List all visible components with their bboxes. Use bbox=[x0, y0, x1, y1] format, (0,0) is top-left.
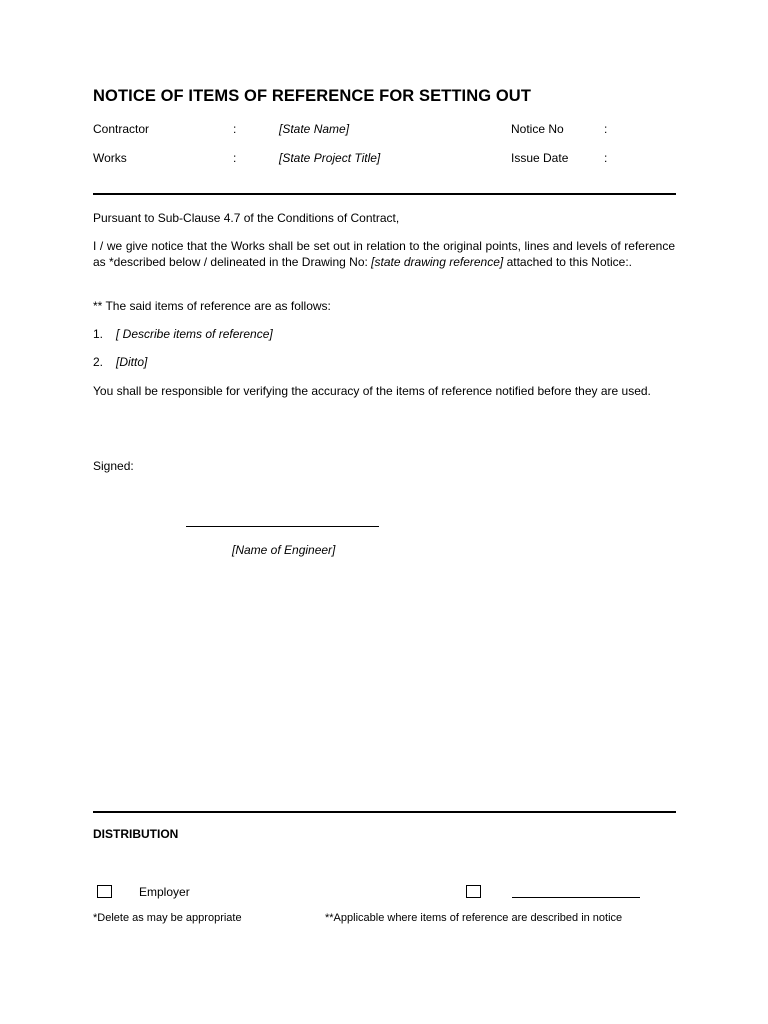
list-item bbox=[93, 326, 675, 342]
distribution-title: DISTRIBUTION bbox=[93, 827, 179, 841]
applicable-footnote: **Applicable where items of reference are described in notice bbox=[325, 912, 623, 924]
contractor-value: [State Name] bbox=[279, 122, 350, 136]
employer-label: Employer bbox=[139, 885, 190, 899]
notice-no-label: Notice No bbox=[511, 122, 564, 136]
responsibility-paragraph: You shall be responsible for verifying the accuracy of the items of reference notified before they are used. bbox=[93, 384, 651, 398]
contractor-colon: : bbox=[233, 122, 237, 136]
works-value: [State Project Title] bbox=[279, 151, 381, 165]
contractor-label: Contractor bbox=[93, 122, 150, 136]
issue-date-label: Issue Date bbox=[511, 151, 569, 165]
items-intro: ** The said items of reference are as follows: bbox=[93, 299, 331, 313]
issue-date-colon: : bbox=[604, 151, 608, 165]
works-colon: : bbox=[233, 151, 237, 165]
delete-footnote: *Delete as may be appropriate bbox=[93, 912, 242, 924]
other-recipient-checkbox[interactable] bbox=[466, 885, 481, 898]
pursuant-paragraph: Pursuant to Sub-Clause 4.7 of the Conditions of Contract, bbox=[93, 211, 400, 225]
engineer-name: [Name of Engineer] bbox=[232, 543, 336, 557]
notice-text-part1: I / we give notice that the Works shall be set out in relation to the original points, lines and levels of reference as *described below / delineated in the Drawing No: bbox=[93, 239, 675, 269]
list-item-number: 2. bbox=[93, 355, 104, 369]
employer-checkbox[interactable] bbox=[97, 885, 112, 898]
notice-paragraph bbox=[93, 238, 675, 270]
list-item-text: [ Describe items of reference] bbox=[116, 327, 273, 341]
notice-text-part2: attached to this Notice:. bbox=[503, 255, 632, 269]
distribution-divider bbox=[93, 811, 676, 813]
other-recipient-blank bbox=[512, 886, 640, 898]
list-item-text: [Ditto] bbox=[116, 355, 148, 369]
header-divider bbox=[93, 193, 676, 195]
signature-line bbox=[186, 516, 379, 527]
drawing-reference: [state drawing reference] bbox=[371, 255, 504, 269]
works-label: Works bbox=[93, 151, 127, 165]
list-item bbox=[93, 354, 675, 370]
signed-label: Signed: bbox=[93, 459, 134, 473]
document-title: NOTICE OF ITEMS OF REFERENCE FOR SETTING OUT bbox=[93, 87, 531, 105]
list-item-number: 1. bbox=[93, 327, 104, 341]
notice-no-colon: : bbox=[604, 122, 608, 136]
